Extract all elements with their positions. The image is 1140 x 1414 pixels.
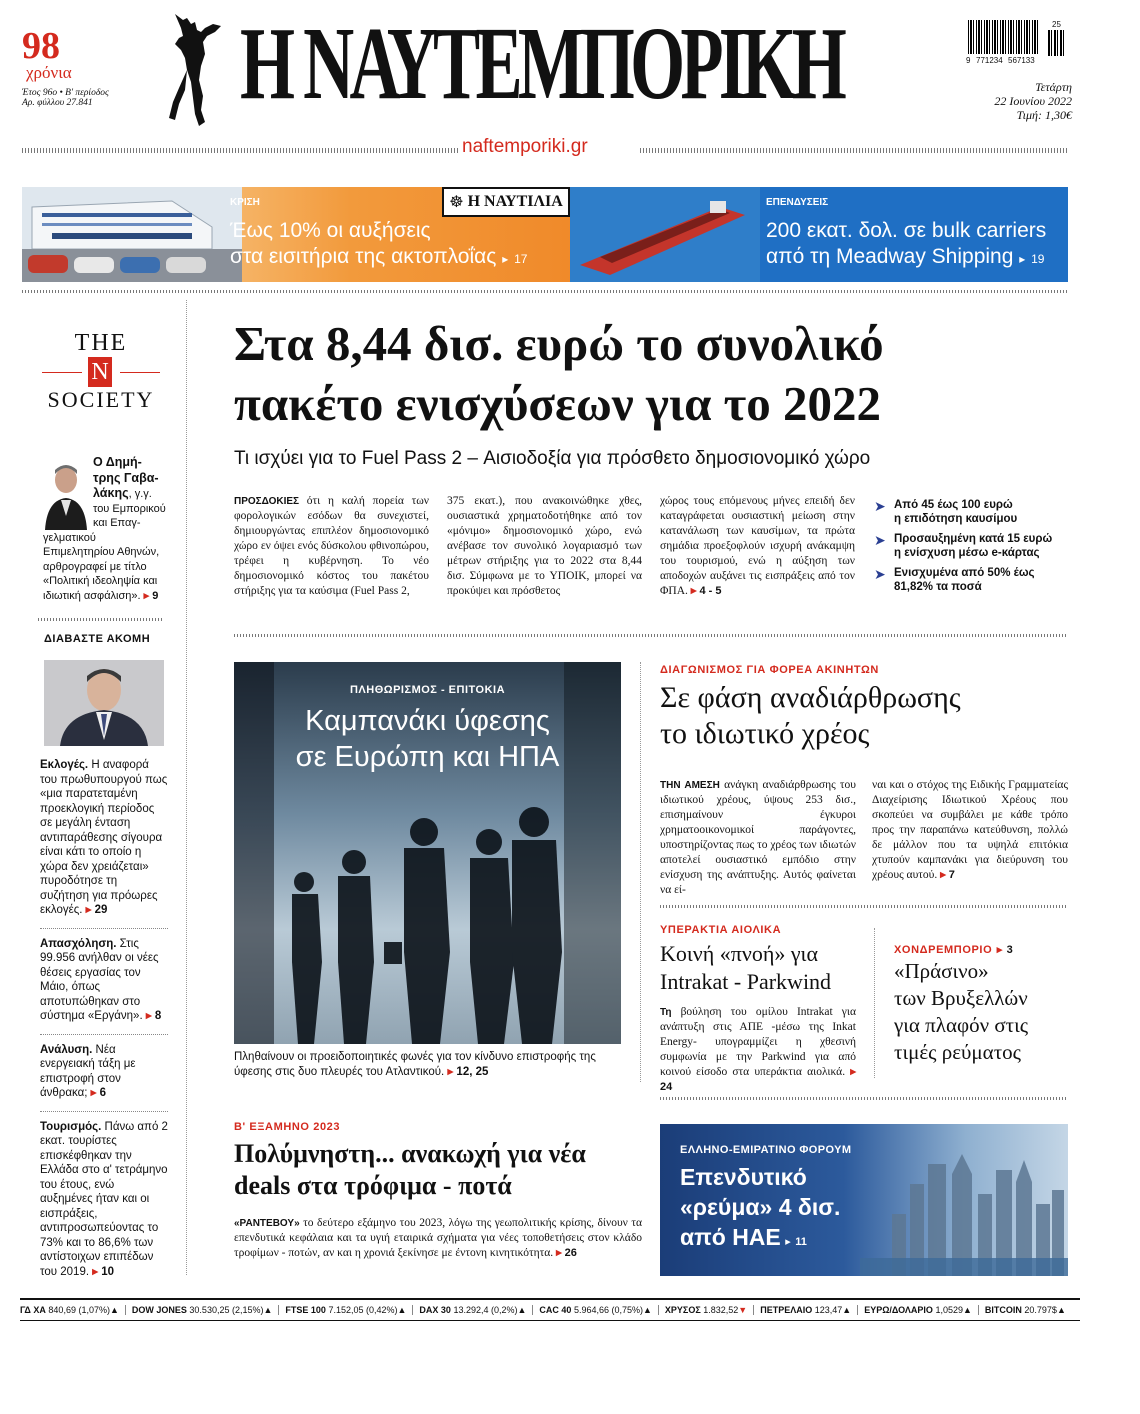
- banner-right-arrow-icon: ▸: [1019, 252, 1026, 266]
- issue-price: Τιμή: 1,30€: [1016, 108, 1072, 122]
- lead-col-2: [447, 494, 642, 599]
- ticker-label: BITCOIN: [984, 1305, 1022, 1315]
- uae-headline-3-line: [680, 1222, 807, 1252]
- year-line: Έτος 96ο • Β' περίοδος: [22, 88, 109, 98]
- ticker-label: ΕΥΡΩ/ΔΟΛΑΡΙΟ: [864, 1305, 933, 1315]
- nautilia-badge-label: Η ΝΑΥΤΙΛΙΑ: [467, 193, 563, 210]
- mid-bottom-rule: [660, 1097, 1068, 1100]
- barcode-addon-number: 25: [1052, 20, 1061, 29]
- item-text: Πάνω από 2 εκατ. τουρίστες επισκέφθηκαν την Ελλάδα στο α' τετράμηνο του έτους, ενώ αυξημένες ήταν και οι εισπράξεις, αντιπροσωπεύοντας το 73% και το 86,6% των αντίστοιχων επιπέδων του 2019.: [40, 1120, 168, 1278]
- down-triangle-icon: ▼: [738, 1305, 748, 1315]
- bullet-arrow-icon: ➤: [874, 498, 886, 514]
- up-triangle-icon: ▲: [397, 1305, 407, 1315]
- lead-col-1-body: ότι η καλή πορεία των φορολογικών εσόδων θα συνεχιστεί, δημιουργώντας επιπλέον δημοσιονομικό χώρο εν όψει ενός δύσκολου φθινοπώρου, τρέφει η κυβέρνηση. Το νέο δημοσιονομικό κόστος του πακέτου στήριξης για τα καύσιμα (Fuel Pass 2,: [234, 495, 429, 597]
- bullet-line-2: 81,82% τα ποσά: [894, 581, 982, 593]
- lead-col-3: [660, 494, 855, 599]
- ticker-label: CAC 40: [539, 1305, 572, 1315]
- lead-col-2-text: 375 εκατ.), που ανακοινώθηκε χθες, ουσιαστικά χρηματοδοτήθηκε από τον «μόνιμο» δημοσιονομικό χώρο, ενώ ανέβασε τον συνολικό λογαριασμό των μέτρων στήριξης για το 2022 στα 8,44 δισ. Σύμφωνα με το ΥΠΟΙΚ, μπορεί να προκύψει και πρόσθετος: [447, 495, 642, 597]
- up-triangle-icon: ▲: [643, 1305, 652, 1315]
- item-page: 29: [94, 904, 108, 916]
- up-triangle-icon: ▲: [109, 1305, 119, 1315]
- issue-line: Αρ. φύλλου 27.841: [22, 98, 93, 108]
- arrow-icon: ▸: [996, 944, 1003, 956]
- anniversary-block: [22, 25, 112, 108]
- lead-bullets: [874, 498, 1068, 594]
- ticker-value: 13.292,4 (0,2%): [453, 1305, 518, 1315]
- read-more-heading: ΔΙΑΒΑΣΤΕ ΑΚΟΜΗ: [44, 633, 151, 645]
- banner-right-panel[interactable]: [570, 187, 1068, 282]
- bullet-line-2: η ενίσχυση μέσω e-κάρτας: [894, 547, 1040, 559]
- up-triangle-icon: ▲: [263, 1305, 273, 1315]
- wholesale-kicker-page: 3: [1006, 944, 1013, 956]
- nautilia-badge[interactable]: [442, 187, 570, 217]
- wholesale-headline-1: «Πράσινο»: [894, 959, 989, 983]
- food-body-text: [234, 1216, 642, 1261]
- ticker-value: 20.797$: [1024, 1305, 1057, 1315]
- columnist-name: Ο Δημή-τρης Γαβα-λάκης: [93, 455, 159, 500]
- lead-col-1-text: [234, 494, 429, 599]
- columnist-arrow-icon: ▸: [143, 589, 150, 602]
- ticker-item: [979, 1305, 1072, 1315]
- wholesale-headline-2: των Βρυξελλών: [894, 986, 1028, 1010]
- bullet-line-1: Από 45 έως 100 ευρώ: [894, 499, 1013, 511]
- recession-photo[interactable]: [234, 662, 621, 1044]
- item-lead: Ανάλυση.: [40, 1043, 93, 1056]
- read-more-item-paragraph: [40, 937, 168, 1024]
- up-triangle-icon: ▲: [962, 1305, 972, 1315]
- bullet-line-2: η επιδότηση καυσίμου: [894, 513, 1018, 525]
- photo-caption: [234, 1050, 621, 1079]
- hermes-logo-figure: [165, 10, 227, 130]
- society-the: THE: [74, 330, 128, 356]
- bulk-carrier-image: [570, 187, 760, 282]
- society-rule-left: [42, 372, 82, 373]
- uae-headline-2: «ρεύμα» 4 δισ.: [680, 1194, 841, 1220]
- debt-col-1-text: [660, 778, 856, 898]
- columnist-paragraph: [43, 455, 167, 603]
- banner-right-headline-1: 200 εκατ. δολ. σε bulk carriers: [766, 219, 1047, 242]
- society-rule-right: [120, 372, 160, 373]
- debt-headline-1[interactable]: Σε φάση αναδιάρθρωσης: [660, 681, 961, 714]
- market-ticker: [20, 1298, 1080, 1321]
- food-body: [234, 1216, 642, 1261]
- ticker-value: 1,0529: [935, 1305, 963, 1315]
- arrow-icon: ▸: [555, 1247, 562, 1259]
- debt-col-2-text: [872, 778, 1068, 883]
- banner-bottom-rule: [22, 290, 1068, 293]
- barcode-number-2: 567133: [1008, 56, 1035, 65]
- wholesale-headline[interactable]: [894, 958, 1028, 1066]
- barcode: [968, 20, 1068, 70]
- lead-col-3-page: 4 - 5: [699, 585, 722, 597]
- photo-caption-text: [234, 1050, 621, 1079]
- banner-left-page: 17: [514, 252, 528, 266]
- date-block: [994, 80, 1072, 122]
- item-page: 10: [101, 1265, 115, 1278]
- lead-bottom-rule: [234, 634, 1068, 637]
- banner-left-kicker: ΚΡΙΣΗ: [230, 197, 260, 208]
- ticker-item: [126, 1305, 280, 1315]
- masthead-rule-left: [22, 148, 458, 153]
- arrow-icon: ▸: [145, 1010, 152, 1022]
- bullet-arrow-icon: ➤: [874, 566, 886, 582]
- up-triangle-icon: ▲: [842, 1305, 852, 1315]
- wholesale-headline-3: για πλαφόν στις: [894, 1013, 1029, 1037]
- banner-left-arrow-icon: ▸: [502, 252, 509, 266]
- photo-caption-body: Πληθαίνουν οι προειδοποιητικές φωνές για τον κίνδυνο επιστροφής της ύφεσης στις δυο πλευρές του Ατλαντικού.: [234, 1051, 596, 1078]
- shipping-banner: [22, 187, 1068, 282]
- wind-kicker: ΥΠΕΡΑΚΤΙΑ ΑΙΟΛΙΚΑ: [660, 924, 782, 936]
- arrow-icon: ▸: [447, 1065, 454, 1078]
- wind-headline-1[interactable]: Κοινή «πνοή» για: [660, 941, 818, 966]
- society-n-line: [38, 357, 164, 387]
- item-lead: Εκλογές.: [40, 759, 89, 771]
- debt-kicker: ΔΙΑΓΩΝΙΣΜΟΣ ΓΙΑ ΦΟΡΕΑ ΑΚΙΝΗΤΩΝ: [660, 664, 879, 676]
- up-triangle-icon: ▲: [517, 1305, 527, 1315]
- ticker-value: 30.530,25 (2,15%): [189, 1305, 264, 1315]
- bullet-line-1: Ενισχυμένα από 50% έως: [894, 567, 1035, 579]
- ticker-label: DAX 30: [419, 1305, 451, 1315]
- item-text: Η αναφορά του πρωθυπουργού πως «μια παρατεταμένη προεκλογική περίοδος σε μεγάλη ένταση αντιπαράθεσης σίγουρα είναι κάτι το οποίο η χώρα δεν χρειάζεται» πυροδότησε τη συζήτηση για πρόωρες εκλογές.: [40, 759, 168, 916]
- food-kicker: Β' ΕΞΑΜΗΝΟ 2023: [234, 1121, 341, 1133]
- barcode-addon-bars: [1048, 30, 1066, 56]
- item-page: 6: [99, 1087, 107, 1099]
- barcode-bars: [968, 20, 1040, 54]
- food-page: 26: [564, 1247, 577, 1259]
- debt-col-2-page: 7: [948, 869, 955, 881]
- issue-day: Τετάρτη: [1035, 80, 1072, 94]
- lead-col-1: [234, 494, 429, 599]
- the-n-society-logo[interactable]: [38, 330, 164, 413]
- debt-col-2-body: ναι και ο στόχος της Ειδικής Γραμματείας Διαχείρισης Ιδιωτικού Χρέους που σκοπεύει να συμβάλει με κάθε τρόπο προς την παραπάνω κατεύθυνση, πολλώ δε μάλλον που τα υψηλά επιτόκια χτυπούν καμπανάκι για διεύρυνση του χρέους αυτού.: [872, 779, 1068, 881]
- read-more-item-paragraph: [40, 1043, 168, 1101]
- read-more-item-analysis[interactable]: [40, 1034, 168, 1101]
- columnist-page: 9: [152, 589, 159, 602]
- uae-page: 11: [795, 1236, 807, 1248]
- wind-page: 24: [660, 1081, 673, 1093]
- photo-headline-1: Καμπανάκι ύφεσης: [305, 705, 550, 737]
- ticker-item: [858, 1305, 979, 1315]
- ticker-label: ΓΔ ΧΑ: [20, 1305, 46, 1315]
- columnist-spacer: [43, 455, 93, 525]
- arrow-icon: ▸: [90, 1087, 97, 1099]
- banner-right-headline-2-line: [766, 245, 1044, 269]
- ferry-image: [22, 187, 242, 282]
- website-link[interactable]: naftemporiki.gr: [462, 136, 588, 157]
- columnist-blurb[interactable]: [43, 455, 167, 603]
- lead-bullet: [874, 566, 1068, 594]
- ticker-label: FTSE 100: [285, 1305, 326, 1315]
- uae-kicker: ΕΛΛΗΝΟ-ΕΜΙΡΑΤΙΝΟ ΦΟΡΟΥΜ: [680, 1144, 852, 1156]
- uae-forum-box[interactable]: [660, 1124, 1068, 1276]
- arrow-icon: ▸: [92, 1265, 99, 1278]
- food-lead: «ΡΑΝΤΕΒΟΥ»: [234, 1218, 300, 1229]
- item-lead: Απασχόληση.: [40, 937, 117, 950]
- ticker-value: 5.964,66 (0,75%): [573, 1305, 643, 1315]
- banner-left-headline-2-line: [230, 245, 527, 269]
- wind-body: [660, 1005, 856, 1095]
- photo-kicker: ΠΛΗΘΩΡΙΣΜΟΣ - ΕΠΙΤΟΚΙΑ: [349, 684, 506, 696]
- columnist-text: , γ.γ. του Εμπορικού και Επαγ-γελματικού Επιμελητηρίου Αθηνών, αρθρογραφεί με τίτλο «Πολιτική ιδεοληψία και ιδιωτική ασφάλιση».: [43, 488, 166, 602]
- read-more-item-tourism[interactable]: [40, 1111, 168, 1280]
- debt-col-1-lead: ΤΗΝ ΑΜΕΣΗ: [660, 780, 720, 791]
- food-headline-1[interactable]: Πολύμνηστη... ανακωχή για νέα: [234, 1139, 586, 1168]
- item-lead: Τουρισμός.: [40, 1120, 102, 1133]
- lead-headline-1[interactable]: Στα 8,44 δισ. ευρώ το συνολικό: [234, 316, 884, 371]
- read-more-item-elections[interactable]: [40, 758, 168, 918]
- ticker-item: [754, 1305, 858, 1315]
- read-more-item-paragraph: [40, 1120, 168, 1280]
- uae-arrow-icon: ▸: [785, 1236, 791, 1248]
- food-headline-2[interactable]: deals στα τρόφιμα - ποτά: [234, 1171, 512, 1200]
- arrow-icon: ▸: [85, 904, 92, 916]
- wholesale-kicker-line: [894, 940, 1013, 958]
- anniversary-number: 98: [22, 25, 60, 67]
- wind-divider: [874, 928, 875, 1078]
- pm-photo: [44, 660, 164, 746]
- barcode-prefix: 9: [966, 56, 971, 65]
- uae-headline-1: Επενδυτικό: [680, 1164, 807, 1190]
- lead-col-3-body: χώρος τους επόμενους μήνες επειδή δεν καταγράφεται ουσιαστική μείωση στην κατανάλωση των καυσίμων, τα πρώτα σημάδια προεξοφλούν ισχυρή ανάκαμψη του τουρισμού, ενώ η αύξηση των αποδοχών αυξάνει τις εισπράξεις από τον ΦΠΑ.: [660, 495, 855, 597]
- ticker-item: [279, 1305, 413, 1315]
- read-more-list: [40, 758, 168, 1279]
- debt-col-1: [660, 778, 856, 898]
- ticker-value: 1.832,52: [703, 1305, 739, 1315]
- wind-lead: Τη: [660, 1007, 672, 1018]
- middle-divider: [640, 662, 641, 1082]
- arrow-icon: ▸: [690, 585, 697, 597]
- banner-left-headline-2: στα εισιτήρια της ακτοπλοΐας: [230, 245, 497, 268]
- food-text: το δεύτερο εξάμηνο του 2023, λόγω της γεωπολιτικής κρίσης, δίνουν τα επενδυτικά κεφάλαια και τα υγιή εταιρικά σχήματα για νέες τοποθετήσεις στον κλάδο τροφίμων - ποτών, αν και η χρονιά ξεκίνησε με έντονη κινητικότητα.: [234, 1217, 642, 1259]
- ship-wheel-icon: ☸: [449, 194, 464, 211]
- read-more-item-paragraph: [40, 758, 168, 918]
- lead-subhead: Τι ισχύει για το Fuel Pass 2 – Αισιοδοξία για πρόσθετο δημοσιονομικό χώρο: [234, 448, 871, 469]
- ticker-value: 123,47: [814, 1305, 843, 1315]
- ticker-item: [413, 1305, 533, 1315]
- arrow-icon: ▸: [940, 869, 946, 881]
- item-text: Στις 99.956 ανήλθαν οι νέες θέσεις εργασίας τον Μάιο, όπως αποτυπώθηκαν στο σύστημα «Εργάνη».: [40, 937, 159, 1022]
- lead-headline-2[interactable]: πακέτο ενισχύσεων για το 2022: [234, 376, 882, 431]
- banner-right-kicker: ΕΠΕΝΔΥΣΕΙΣ: [766, 197, 829, 208]
- newspaper-title: Η ΝΑΥΤΕΜΠΟΡΙΚΗ: [240, 6, 843, 121]
- item-text: Νέα ενεργειακή τάξη με επιστροφή στον άνθρακα;: [40, 1043, 136, 1099]
- photo-caption-pages: 12, 25: [456, 1065, 489, 1078]
- uae-headline-3: από ΗΑΕ: [680, 1224, 781, 1250]
- ticker-item: [533, 1305, 659, 1315]
- ticker-value: 7.152,05 (0,42%): [328, 1305, 398, 1315]
- masthead-rule-right: [640, 148, 1068, 153]
- wholesale-headline-4: τιμές ρεύματος: [894, 1040, 1021, 1064]
- wind-text: βούληση του ομίλου Intrakat για ανάπτυξη στις ΑΠΕ -μέσω της Inkat Energy- υπογραμμίζει η χθεσινή συμφωνία με την Parkwind για από κοινού είσοδο στα υπεράκτια αιολικά.: [660, 1006, 856, 1078]
- lead-bullet: [874, 498, 1068, 526]
- society-n: N: [88, 357, 112, 387]
- arrow-icon: ▸: [850, 1066, 856, 1078]
- debt-headline-2[interactable]: το ιδιωτικό χρέος: [660, 717, 870, 750]
- sidebar-divider: [186, 300, 187, 1275]
- lead-bullet: [874, 532, 1068, 560]
- issue-date: 22 Ιουνίου 2022: [994, 94, 1072, 108]
- item-page: 8: [154, 1010, 162, 1022]
- wind-headline-2[interactable]: Intrakat - Parkwind: [660, 969, 832, 994]
- photo-headline-2: σε Ευρώπη και ΗΠΑ: [295, 741, 560, 773]
- debt-bottom-rule: [660, 905, 1068, 908]
- wholesale-kicker: ΧΟΝΔΡΕΜΠΟΡΙΟ: [894, 944, 993, 956]
- debt-col-1-body: ανάγκη αναδιάρθρωσης του ιδιωτικού χρέους, ύψους 253 δισ., επισημαίνουν έγκυροι χρηματοοικονομικοί παράγοντες, υποστηρίζοντας πως το χρέος των ιδιωτών αποτελεί ουσιαστικό εμπόδιο στην ενίσχυση της ανάπτυξης. Αυτός φαίνεται να εί-: [660, 779, 857, 896]
- up-triangle-icon: ▲: [1056, 1305, 1066, 1315]
- ticker-value: 840,69 (1,07%): [48, 1305, 110, 1315]
- banner-left-panel[interactable]: [22, 187, 570, 282]
- sidebar-rule: [38, 618, 164, 621]
- read-more-item-employment[interactable]: [40, 928, 168, 1024]
- barcode-number-1: 771234: [976, 56, 1003, 65]
- banner-right-page: 19: [1031, 252, 1045, 266]
- ticker-label: ΧΡΥΣΟΣ: [664, 1305, 701, 1315]
- bullet-line-1: Προσαυξημένη κατά 15 ευρώ: [894, 533, 1053, 545]
- anniversary-word: χρόνια: [26, 63, 72, 82]
- ticker-item: [659, 1305, 754, 1315]
- bullet-arrow-icon: ➤: [874, 532, 886, 548]
- lead-col-1-lead: ΠΡΟΣΔΟΚΙΕΣ: [234, 496, 300, 507]
- debt-col-2: [872, 778, 1068, 883]
- banner-right-headline-2: από τη Meadway Shipping: [766, 245, 1014, 268]
- ticker-item: [20, 1305, 126, 1315]
- banner-left-headline-1: Έως 10% οι αυξήσεις: [230, 219, 431, 242]
- lead-col-3-text: [660, 494, 855, 599]
- wind-body-text: [660, 1005, 856, 1095]
- society-word: SOCIETY: [47, 387, 155, 412]
- ticker-label: ΠΕΤΡΕΛΑΙΟ: [760, 1305, 813, 1315]
- ticker-label: DOW JONES: [131, 1305, 187, 1315]
